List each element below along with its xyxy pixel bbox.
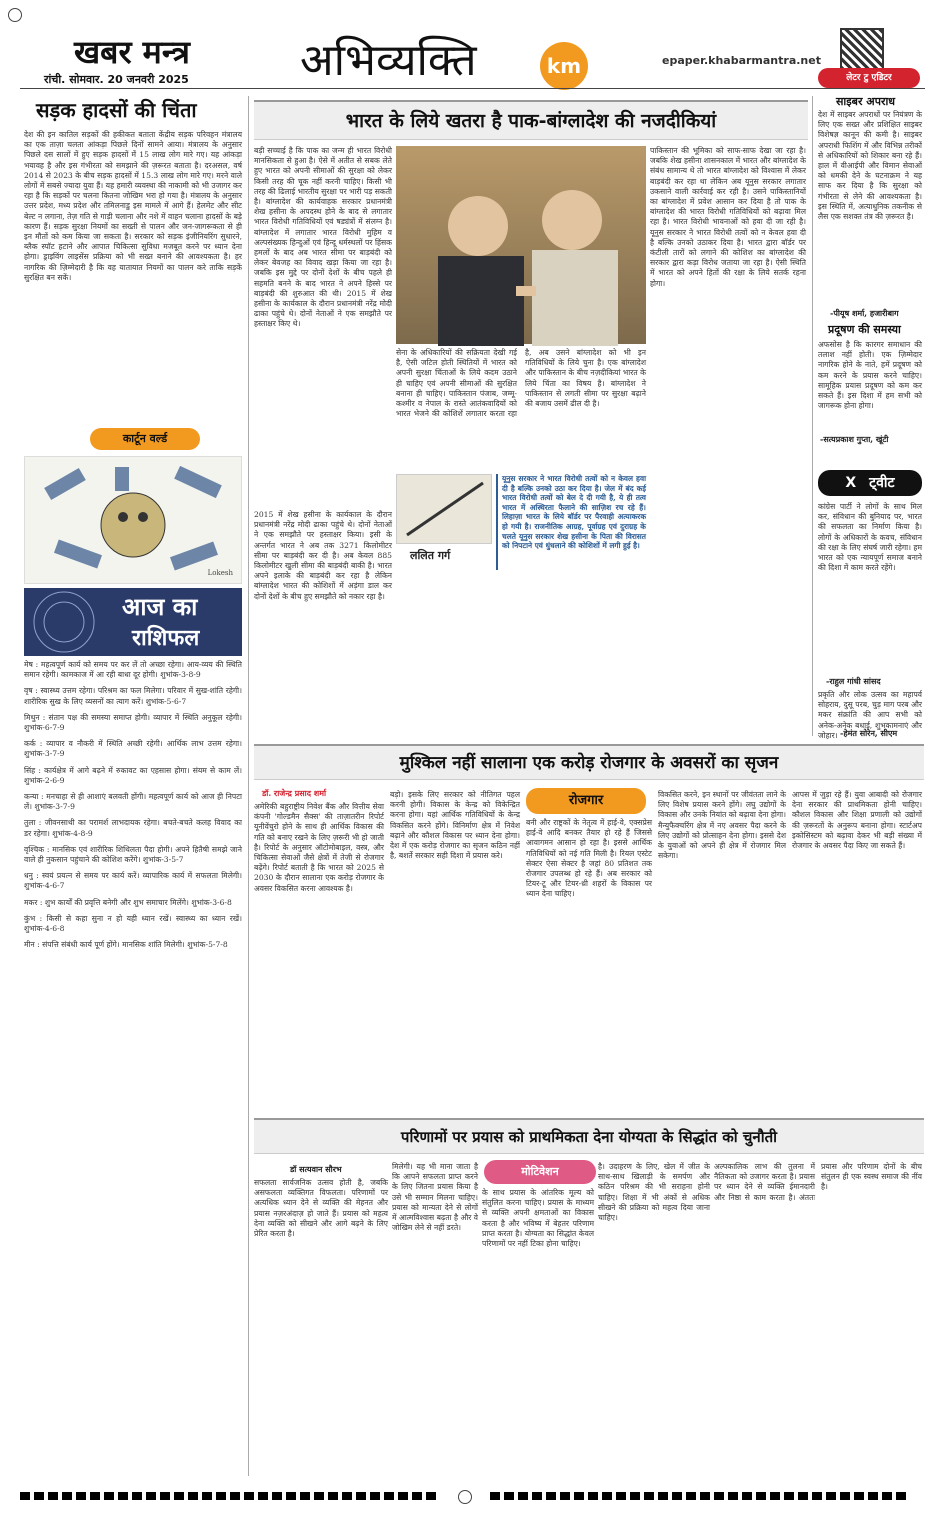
cyber-body: देश में साइबर अपराधों पर नियंत्रण के लिए एक सख्त और प्रशिक्षित साइबर विशेषज्ञ कानून की कमी है। साइबर अपराधी फिशिंग में और विभिन्न तरीकों से अधिकारियों को शिकार बना रहे हैं। हाल में वीआईपी और विमान सेवाओं को धमकी देने के घटनाक्रम ने यह साफ कर दिया है कि सुरक्षा को गंभीरता से लेने की आवश्यकता है। इस स्थिति में, अत्याधुनिक तकनीक से लैस एक सशक्त तंत्र की ज़रूरत है। [818, 110, 922, 222]
horoscope-entry: मिथुन : संतान पक्ष की समस्या समाप्त होगी। व्यापार में स्थिति अनुकूल रहेगी। शुभांक-6-7-9 [24, 712, 242, 733]
horoscope-entry: वृष : स्वास्थ्य उत्तम रहेगा। परिश्रम का फल मिलेगा। परिवार में सुख-शांति रहेगी। शारीरिक सुख के लिए व्यसनों का त्याग करें। शुभांक-5-6-7 [24, 686, 242, 706]
motivation-col5: अल्पकालिक लाभ की तुलना में नैतिकता को उजागर करता है। प्रयास पर ध्यान देने से व्यक्ति ईमानदारी और निष्ठा से काम करता है। अंततः प्रयास और परिणाम दोनों के बीच संतुलन ही एक स्वस्थ समाज की नींव है। [714, 1162, 922, 1202]
pollution-body: अफसोस है कि कारगर समाधान की तलाश नहीं होती। एक ज़िम्मेदार नागरिक होने के नाते, हमें प्रदूषण को कम करने के प्रयास करने चाहिए। सामूहिक प्रयास प्रदूषण को कम कर सकते हैं। इस दिशा में हम सभी को जागरूक होना होगा। [818, 340, 922, 411]
registration-mark-top-left [8, 8, 22, 22]
employment-col3: बनी और राष्ट्रकों के नेतृत्व में हाई-वे, एक्सप्रेस हाई-वे आदि बनकर तैयार हो रहे हैं जिससे आवागमन आसान हो रहा है। इससे आर्थिक गतिविधियों को नई गति मिली है। रियल एस्टेट सेक्टर ऐसा सेक्टर है जहां 80 प्रतिशत तक रोजगार उपलब्ध हो रहे हैं। अब सरकार को टियर-टू और टियर-थ्री शहरों के विकास पर ध्यान देना चाहिए। [526, 818, 652, 899]
motivation-badge-text: मोटिवेशन [521, 1165, 559, 1178]
color-calibration-bar [20, 1492, 440, 1500]
main-article-col1b: 2015 में शेख हसीना के कार्यकाल के दौरान प्रधानमंत्री नरेंद्र मोदी ढाका पहुंचे थे। दोनों नेताओं ने एक समझौते पर हस्ताक्षर किया। इसी के अन्तर्गत भारत ने अब तक 3271 किलोमीटर सीमा पर बाड़बंदी कर दी है। अब केवल 885 किलोमीटर खुली सीमा की बाड़बंदी बाकी है। भारत अपने इलाके की बाड़बंदी कर रहा है लेकिन बांग्लादेश भारत की कोशिशों में अड़ंगा डाल कर दोनों देशों के बीच हुए समझौते को नकार रहा है। [254, 510, 392, 601]
horoscope-entry: मीन : संपत्ति संबंधी कार्य पूर्ण होंगे। मानसिक शांति मिलेगी। शुभांक-5-7-8 [24, 940, 228, 950]
employment-badge-text: रोजगार [568, 793, 604, 808]
employment-col4: विकसित करने, इन स्थानों पर जीवंतता लाने के लिए विशेष प्रयास करने होंगे। लघु उद्योगों के विकास और उनके नियांत को बढ़ावा देना होगा। मैन्युफैक्चरिंग क्षेत्र में नए अवसर पैदा करने के लिए उद्योगों को प्रोत्साहन देना होगा। इससे देश के युवाओं को अपने ही क्षेत्र में रोजगार मिल सकेगा। [658, 790, 786, 861]
horoscope-banner [24, 588, 242, 656]
motivation-col3: के साथ प्रयास के आंतरिक मूल्य को संतुलित करना चाहिए। प्रयास के माध्यम से व्यक्ति अपनी क्षमताओं का विकास करता है और भविष्य में बेहतर परिणाम प्राप्त करता है। योग्यता का सिद्धांत केवल परिणामों पर नहीं टिका होना चाहिए। [482, 1188, 594, 1249]
horoscope-entry: वृश्चिक : मानसिक एवं शारीरिक शिथिलता पैदा होगी। अपने हितैषी समझे जाने वाले ही नुकसान पहुंचाने की कोशिश करेंगे। शुभांक-3-5-7 [24, 844, 242, 865]
cyber-title: साइबर अपराध [836, 95, 896, 108]
motivation-col1: सफलता सार्वजनिक उत्सव होती है, जबकि असफलता व्यक्तिगत विफलता। परिणामों पर अत्यधिक ध्यान देने से व्यक्ति की मेहनत और प्रयास नज़रअंदाज़ हो जाते हैं। प्रयास को महत्व देना व्यक्ति को सीखने और आगे बढ़ने के लिए प्रेरित करता है। [254, 1178, 388, 1239]
motivation-headline-bar [254, 1118, 924, 1154]
employment-headline-bar [254, 744, 924, 780]
cartoon-label [90, 428, 200, 450]
horoscope-entry: तुला : जीवनसाथी का परामर्श लाभदायक रहेगा। बचते-बचते कलह विवाद का डर रहेगा। शुभांक-4-8-9 [24, 818, 242, 838]
main-article-col2: सेना के अधिकारियों की सक्रियता देखी गई है, ऐसी जटिल होती स्थितियों में भारत को अपनी सुरक्षा चिंताओं के लिये कदम उठाने ही चाहिए एवं अपनी सीमाओं की सुरक्षित बनाना ही चाहिए। पाकिस्तान पंजाब, जम्मू-कश्मीर व नेपाल के रास्ते आतंकवादियों को भारत भेजने की कोशिशें लगातार करता रहा है, अब उसने बांग्लादेश को भी इन गतिविधियों के लिये चुना है। एक बांग्लादेश और पाकिस्तान के बीच नज़दीकियां भारत के लिये चिंता का विषय है। बांग्लादेश ने पाकिस्तान से लगती सीमा पर सुरक्षा बढ़ाने की बजाय उसमें ढील दी है। [396, 348, 646, 419]
main-quote-box [496, 474, 646, 570]
pollution-signature: -सत्यप्रकाश गुप्ता, खूंटी [820, 434, 889, 444]
km-logo-text: km [546, 54, 582, 78]
employment-col2: बड़ो। इसके लिए सरकार को नीतिगत पहल करनी होगी। विकास के केन्द्र को विकेन्द्रित करना होगा। यहां आर्थिक गतिविधियों के केन्द्र विकसित करने होंगे। विनिर्माण क्षेत्र में निवेश बढ़ाने और कौशल विकास पर ध्यान देना होगा। देश में एक करोड़ रोजगार का सृजन कठिन नहीं है, बशर्ते सरकार सही दिशा में प्रयास करे। [390, 790, 520, 861]
horoscope-entry: कन्या : मनचाहा से ही आशाएं बलवती होंगी। महत्वपूर्ण कार्य को आज ही निपटा लें। शुभांक-3-7-9 [24, 792, 242, 812]
horoscope-entry: मेष : महत्वपूर्ण कार्य को समय पर कर लें तो अच्छा रहेगा। आय-व्यय की स्थिति समान रहेगी। कामकाज में आ रही बाधा दूर होगी। शुभांक-3-8-9 [24, 660, 242, 680]
horoscope-title-line2: राशिफल [132, 626, 200, 651]
main-quote: यूनुस सरकार ने भारत विरोधी तत्वों को न केवल हवा दी है बल्कि उनको उठा कर दिया है। जेल में बंद कई भारत विरोधी तत्वों को बेल दे दी गयी है, ये ही तत्व भारत में अस्थिरता फैलाने की साज़िश रच रहे हैं। लिहाज़ा भारत के लिये बॉर्डर पर पैरवाही अत्याकरक हो गयी है। राजनीतिक आग्रह, पूर्वाग्रह एवं दुराग्रह के चलते यूनुस सरकार शेख हसीना के पिता की विरासत को निपटाने एवं धुंधलाने की कोशिशों में लगी हुई है। [502, 474, 646, 551]
horoscope-title-line1: आज का [122, 593, 198, 621]
km-logo [540, 42, 588, 90]
tweet-signature-2: -हेमंत सोरेन, सीएम [840, 728, 898, 738]
column-divider-right [812, 96, 813, 736]
employment-col5: आपस में जुड़ा रहे हैं। युवा आबादी को रोजगार देना सरकार की प्राथमिकता होनी चाहिए। कौशल विकास और शिक्षा प्रणाली को उद्योगों की ज़रूरतों के अनुरूप बनाना होगा। स्टार्टअप इकोसिस्टम को बढ़ावा देकर भी बड़ी संख्या में रोजगार के अवसर पैदा किए जा सकते हैं। [792, 790, 922, 851]
paper-name: खबर मन्त्र [74, 33, 190, 71]
website-url[interactable]: epaper.khabarmantra.net [662, 54, 821, 67]
motivation-badge [484, 1160, 596, 1184]
horoscope-entry: धनु : स्वयं प्रयत्न से समय पर कार्य करें। व्यापारिक कार्य में सफलता मिलेगी। शुभांक-4-6-7 [24, 871, 242, 891]
registration-mark-bottom-center [458, 1490, 472, 1504]
employment-col1: अमेरिकी बहुराष्ट्रीय निवेश बैंक और वित्तीय सेवा कंपनी 'गोल्डमैन सैक्स' की ताज़ातरीन रिपोर्ट यूनीवेंचुरो होने के साथ ही आर्थिक विकास की गति को बनाए रखने के लिए ज़रूरी भी हो जाती है। रिपोर्ट के अनुसार ऑटोमोबाइल, वस्त्र, और चिकित्सा सेवाओं जैसे क्षेत्रों में तेजी से रोजगार बढ़ेंगे। रिपोर्ट बताती है कि भारत को 2025 से 2030 के दौरान सालाना एक करोड़ रोजगार के अवसर विकसित करना आवश्यक है। [254, 802, 384, 893]
x-logo-icon: X [845, 475, 857, 491]
masthead-divider [20, 88, 925, 89]
tweet-badge [818, 470, 922, 496]
editorial-headline: सड़क हादसों की चिंता [36, 98, 197, 122]
main-headline: भारत के लिये खतरा है पाक-बांग्लादेश की नजदीकियां [345, 110, 717, 132]
column-divider-left [248, 96, 249, 1476]
qr-code-icon [840, 28, 884, 72]
main-headline-bar [254, 100, 808, 140]
horoscope-entry: मकर : शुभ कार्यों की प्रवृत्ति बनेगी और शुभ समाचार मिलेंगे। शुभांक-3-6-8 [24, 897, 232, 907]
dateline: रांची. सोमवार. 20 जनवरी 2025 [44, 73, 189, 86]
tweet-label: ट्वीट [869, 475, 895, 491]
cartoon-label-text: कार्टून वर्ल्ड [122, 432, 168, 445]
horoscope-entry: सिंह : कार्यक्षेत्र में आगे बढ़ने में रुकावट का एहसास होगा। संयम से काम लें। शुभांक-2-6-9 [24, 765, 242, 785]
tweet-body-1: कांग्रेस पार्टी ने लोगों के साथ मिल कर, संविधान की बुनियाद पर, भारत की सफलता का निर्माण किया है। लोगों के अधिकारों के कवच, संविधान की रक्षा के लिए संघर्ष जारी रहेगा। हम भारत को एक न्यायपूर्ण समाज बनाने की दिशा में काम करते रहेंगे। [818, 502, 922, 573]
tweet-body-2: प्रकृति और लोक उत्सव का महापर्व सोहराय, दुसू परब, चुड़ माग परब और मकर संक्रांति की आप सभी को अनेक-अनेक बधाई, शुभकामनाएं और जोहार। [818, 690, 922, 740]
employment-author: डॉ. राजेन्द्र प्रसाद शर्मा [262, 788, 327, 798]
color-calibration-bar-right [490, 1492, 910, 1500]
leaders-photo [396, 146, 646, 344]
tweet-signature-1: -राहुल गांधी सांसद [826, 676, 881, 686]
motivation-author: डॉ सत्यवान सौरभ [290, 1164, 342, 1174]
cyber-signature: -पीयूष शर्मा, हजारीबाग [830, 308, 899, 318]
employment-badge [526, 788, 646, 814]
employment-headline: मुश्किल नहीं सालाना एक करोड़ रोजगार के अवसरों का सृजन [399, 753, 779, 773]
pollution-title: प्रदूषण की समस्या [828, 323, 901, 336]
section-name: अभिव्यक्ति [300, 35, 477, 86]
motivation-headline: परिणामों पर प्रयास को प्राथमिकता देना योग्यता के सिद्धांत को चुनौती [400, 1128, 778, 1146]
cartoon-signature: Lokesh [207, 569, 233, 577]
letter-badge-text: लेटर टु एडिटर [846, 73, 892, 83]
horoscope-entry: कर्क : व्यापार व नौकरी में स्थिति अच्छी रहेगी। आर्थिक लाभ उत्तम रहेगा। शुभांक-3-7-9 [24, 739, 242, 759]
main-article-col1: बड़ी सच्चाई है कि पाक का जन्म ही भारत विरोधी मानसिकता से हुआ है। ऐसे में अतीत से सबक लेते हुए भारत को अपनी सीमाओं की सुरक्षा को लेकर किसी तरह की चूक नहीं करनी चाहिए। किसी भी तरह की ढिलाई भारतीय सुरक्षा पर भारी पड़ सकती है। बांग्लादेश की कार्यवाहक सरकार प्रधानमंत्री शेख हसीना के अपदस्थ होने के बाद से लगातार भारत विरोधी गतिविधियों एवं षड्यंत्रों में संलग्न है। बांग्लादेश में लगातार भारत विरोधी मुहिम व अल्पसंख्यक हिन्दुओं एवं हिन्दू धर्मस्थलों पर हिंसक हमलों के बाद अब भारत सीमा पर बाड़बंदी को लेकर बेवजह का विवाद खड़ा किया जा रहा है। जबकि इस मुद्दे पर दोनों देशों के बीच पहले ही सहमति बनने के बाद भारत ने अपने हिस्से पर बाड़बंदी की शुरुआत की थी। 2015 में शेख हसीना के कार्यकाल के दौरान प्रधानमंत्री नरेंद्र मोदी ढाका पहुंचे थे। दोनों नेताओं ने एक समझौते पर हस्ताक्षर किए थे। [254, 146, 392, 329]
main-article-col3: पाकिस्तान की भूमिका को साफ-साफ देखा जा रहा है। जबकि शेख हसीना शासनकाल में भारत और बांग्लादेश के संबंध सामान्य थे तो भारत बांग्लादेश को विश्वास में लेकर बाड़बंदी कर रहा था लेकिन अब यूनुस सरकार लगातार उकसाने वाली कार्रवाई कर रही है। उसने पाकिस्तानियों का बांग्लादेश में प्रवेश आसान कर दिया है तो पाक के बांग्लादेश की भारत विरोधी गतिविधियों को बढ़ावा मिल रहा है। भारत विरोधी भावनाओं को हवा दी जा रही है। यूनुस सरकार ने भारत विरोधी तत्वों को न केवल हवा दी है बल्कि उनको उठाकर दिया है। भारत द्वारा बॉर्डर पर कंटीली तारों को लगाने की कोशिश का बांग्लादेश की सरकार द्वारा कड़ा विरोध जताया जा रहा है। ऐसी स्थिति में भारत को अपने हितों की रक्षा के लिये सतर्क रहना होगा। [650, 146, 806, 288]
letter-to-editor-badge [818, 68, 920, 88]
motivation-col4: है। उदाहरण के लिए, खेल में जीत के साथ-साथ खिलाड़ी के समर्पण और कठिन परिश्रम की भी सराहना होनी चाहिए। शिक्षा में भी अंकों से अधिक सीखने की प्रक्रिया को महत्व दिया जाना चाहिए। [598, 1162, 710, 1223]
main-article-author: ललित गर्ग [410, 549, 451, 562]
horoscope-entry: कुंभ : किसी से कहा सुना न हो यही ध्यान रखें। स्वास्थ्य का ध्यान रखें। शुभांक-4-6-8 [24, 913, 242, 934]
motivation-col2: मिलेगी। यह भी माना जाता है कि आपने सफलता प्राप्त करने के लिए जितना प्रयास किया है उसे भी सम्मान मिलना चाहिए। प्रयास को मान्यता देने से लोगों में आत्मविश्वास बढ़ता है और वे जोखिम लेने से नहीं डरते। [392, 1162, 478, 1233]
cartoon-image [24, 456, 242, 584]
editorial-body: देश की इन कातिल सड़कों की हकीकत बताता केंद्रीय सड़क परिवहन मंत्रालय का एक ताज़ा चलता आंकड़ा पिछले दिनों सामने आया। मंत्रालय के अनुसार पिछले दस सालों में हुए सड़क हादसों में 15 लाख लोग मारे गए। यह आंकड़ा भयावह है और इस गंभीरता को समझाने की ज़रूरत बताता है। दरअसल, वर्ष 2014 से 2023 के बीच सड़क हादसों में 15.3 लाख लोग मारे गए। मरने वाले लोगों में सबसे ज्यादा युवा हैं। यह हमारी व्यवस्था की नाकामी को भी उजागर कर रहा है कि सड़कों पर चलना कितना जोखिम भरा हो गया है। मंत्रालय के अनुसार उत्तर प्रदेश, मध्य प्रदेश और तमिलनाडु इस मामले में आगे हैं। हेलमेट और सीट बेल्ट न लगाना, तेज़ गति से गाड़ी चलाना और नशे में वाहन चलाना हादसों के बड़े कारण हैं। सड़क सुरक्षा नियमों का सख्ती से पालन और जन-जागरूकता से ही इन मौतों को कम किया जा सकता है। सरकार को सड़क इंजीनियरिंग सुधारने, ब्लैक स्पॉट हटाने और आपात चिकित्सा सुविधा मजबूत करने पर ध्यान देना होगा। ड्राइविंग लाइसेंस प्रक्रिया को भी सख्त बनाने की आवश्यकता है। हर नागरिक की ज़िम्मेदारी है कि वह यातायात नियमों का पालन करे ताकि सड़कें सुरक्षित बन सकें। [24, 130, 242, 282]
pen-writing-image [396, 474, 492, 544]
horoscope-list [24, 660, 242, 956]
